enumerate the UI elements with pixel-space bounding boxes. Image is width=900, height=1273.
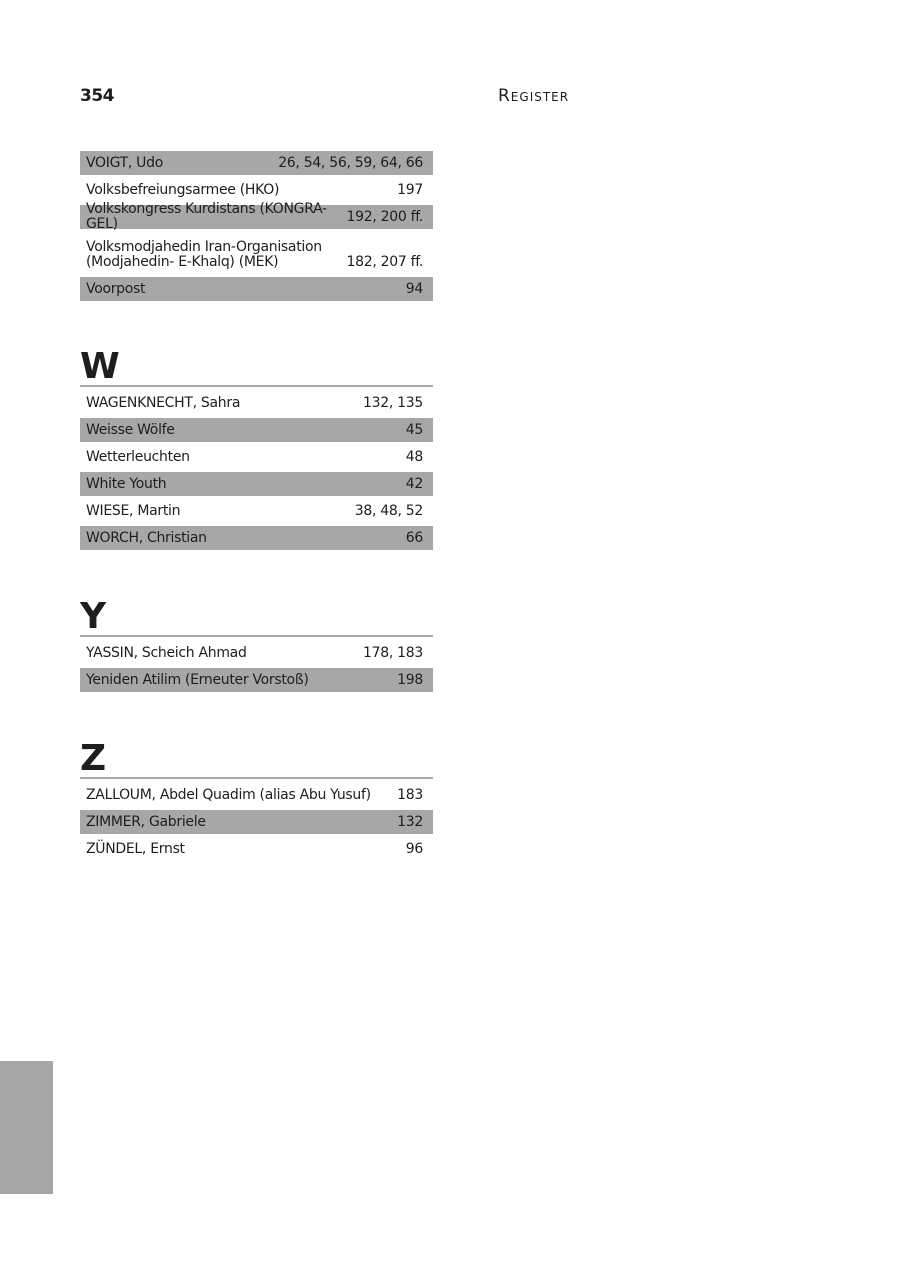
index-entry — [80, 526, 433, 550]
section-v — [80, 151, 433, 304]
entry-name: White Youth — [86, 475, 167, 492]
section-z — [80, 738, 433, 864]
index-entry — [80, 499, 433, 523]
index-entry — [80, 810, 433, 834]
index-entry — [80, 232, 433, 274]
index-entry — [80, 391, 433, 415]
index-entry — [80, 277, 433, 301]
entry-pages: 178, 183 — [363, 645, 423, 661]
index-entry — [80, 418, 433, 442]
index-entry — [80, 668, 433, 692]
entry-pages: 42 — [405, 476, 423, 492]
entry-name: Voorpost — [86, 280, 146, 297]
running-head: Register — [498, 86, 570, 106]
entry-name: ZALLOUM, Abdel Quadim (alias Abu Yusuf) — [86, 786, 371, 803]
entry-pages: 45 — [405, 422, 423, 438]
index-entry — [80, 201, 433, 232]
index-entry — [80, 641, 433, 665]
section-letter: W — [80, 349, 433, 387]
entry-pages: 26, 54, 56, 59, 64, 66 — [278, 155, 423, 171]
entry-name: Volksmodjahedin Iran-Organisation (Modjahedin- E-Khalq) (MEK) — [86, 239, 322, 270]
index-entry — [80, 783, 433, 807]
entry-pages: 96 — [405, 841, 423, 857]
index-entry — [80, 837, 433, 861]
index-entry — [80, 151, 433, 175]
entry-pages: 192, 200 ff. — [346, 209, 423, 225]
section-y — [80, 596, 433, 695]
entry-name: WAGENKNECHT, Sahra — [86, 394, 241, 411]
index-entry — [80, 178, 433, 202]
section-letter: Y — [80, 599, 433, 637]
entry-pages: 132 — [397, 814, 423, 830]
entry-pages: 66 — [405, 530, 423, 546]
section-w — [80, 346, 433, 553]
entry-name: Weisse Wölfe — [86, 421, 175, 438]
entry-name: Volkskongress Kurdistans (KONGRA-GEL) — [86, 201, 327, 232]
entry-pages: 94 — [405, 281, 423, 297]
entry-name: WIESE, Martin — [86, 502, 181, 519]
entry-pages: 38, 48, 52 — [354, 503, 423, 519]
entry-name: ZIMMER, Gabriele — [86, 813, 206, 830]
entry-pages: 198 — [397, 672, 423, 688]
entry-name: Wetterleuchten — [86, 448, 190, 465]
entry-name: Volksbefreiungsarmee (HKO) — [86, 181, 280, 198]
entry-pages: 197 — [397, 182, 423, 198]
entry-name: WORCH, Christian — [86, 529, 207, 546]
index-entry — [80, 445, 433, 469]
entry-name: Yeniden Atilim (Erneuter Vorstoß) — [86, 671, 309, 688]
entry-pages: 48 — [405, 449, 423, 465]
section-letter: Z — [80, 741, 433, 779]
page-number: 354 — [80, 86, 114, 106]
entry-name: VOIGT, Udo — [86, 154, 163, 171]
entry-pages: 182, 207 ff. — [346, 254, 423, 270]
entry-pages: 183 — [397, 787, 423, 803]
entry-name: YASSIN, Scheich Ahmad — [86, 644, 247, 661]
entry-pages: 132, 135 — [363, 395, 423, 411]
index-entry — [80, 472, 433, 496]
entry-name: ZÜNDEL, Ernst — [86, 840, 185, 857]
thumb-index-tab — [0, 1061, 53, 1194]
